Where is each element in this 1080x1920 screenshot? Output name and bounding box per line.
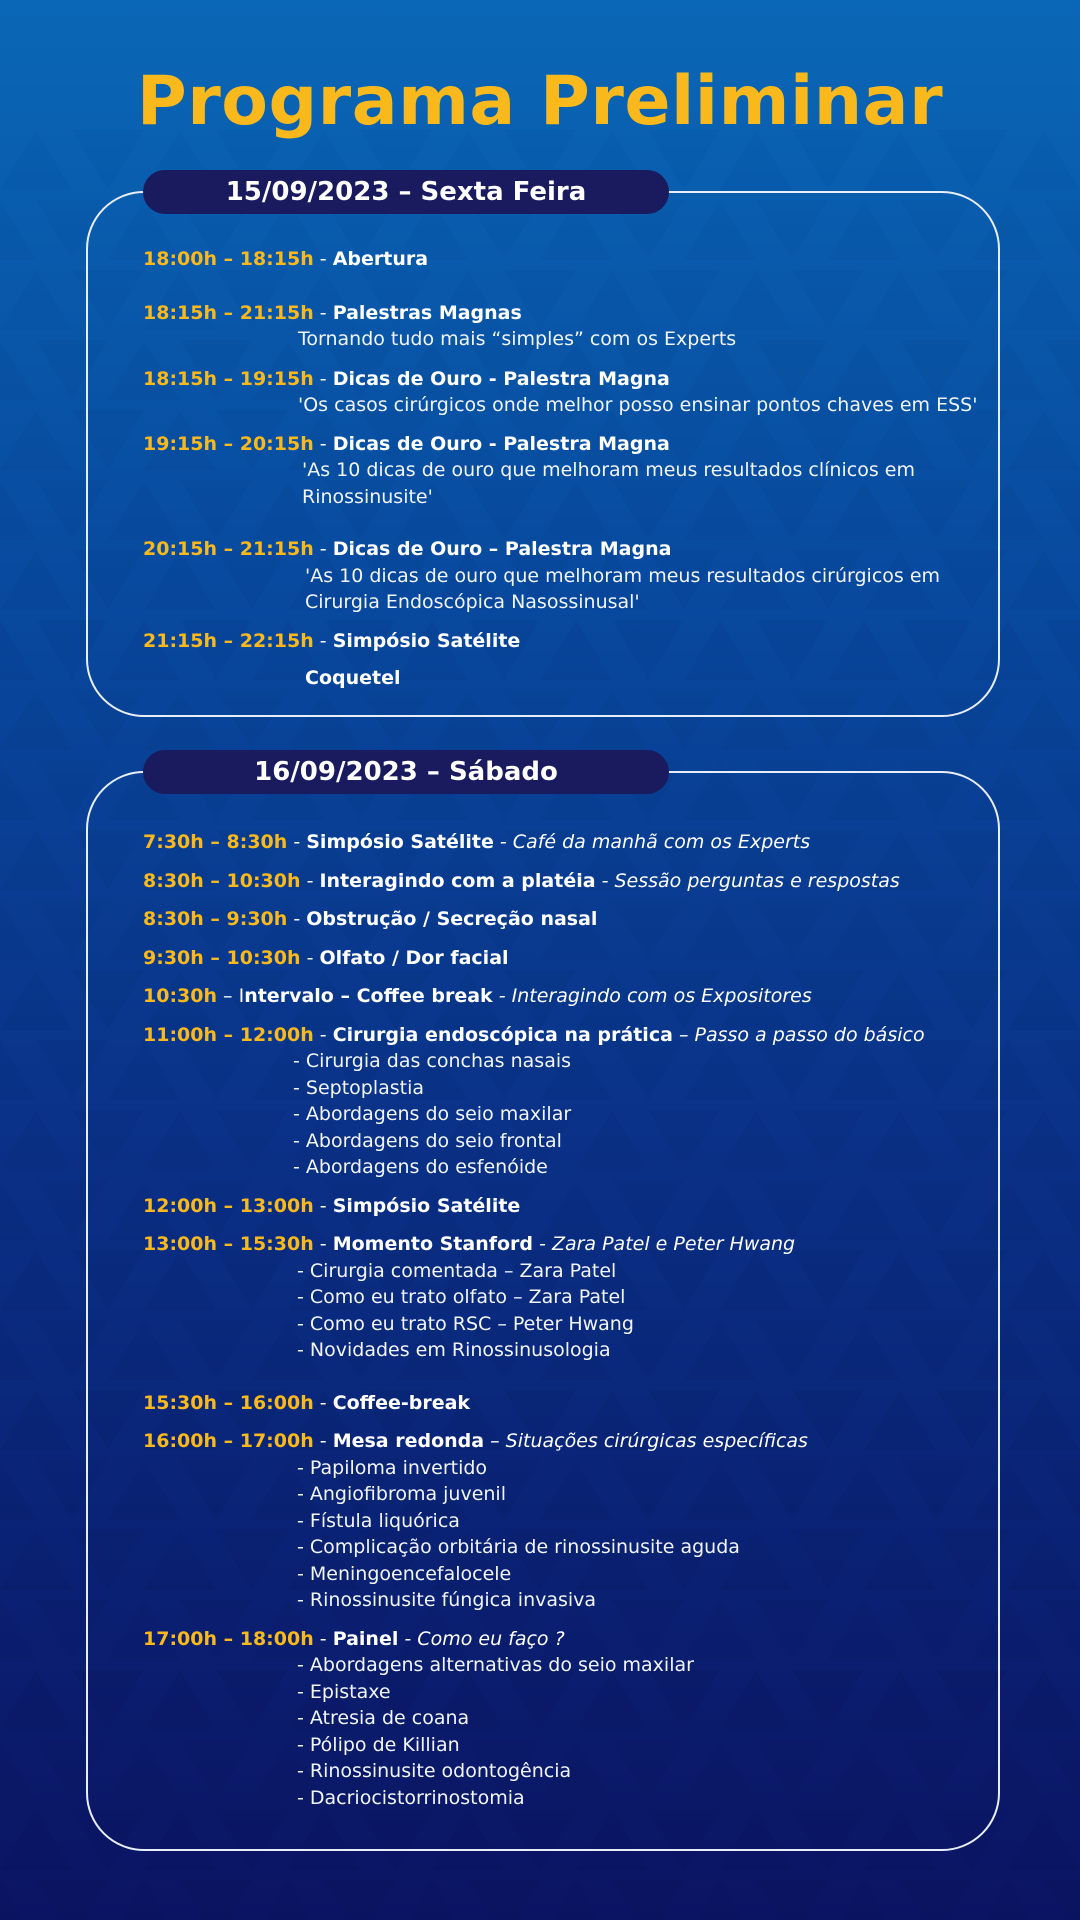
event-time: 15:30h – 16:00h: [143, 1391, 314, 1414]
event-name: Simpósio Satélite: [306, 831, 494, 853]
closing-item: Coquetel: [305, 667, 401, 689]
event-name: Momento Stanford: [332, 1233, 534, 1255]
event-name: Dicas de Ouro - Palestra Magna: [332, 367, 670, 390]
event-subitem: - Abordagens do seio maxilar: [293, 1103, 572, 1125]
event-name: Dicas de Ouro - Palestra Magna: [332, 432, 670, 455]
event-subitem: - Abordagens do seio frontal: [293, 1129, 562, 1152]
schedule-event: [143, 628, 1003, 655]
event-separator: – I: [217, 985, 245, 1007]
event-heading: [143, 868, 1003, 895]
schedule-friday: [143, 246, 1003, 692]
event-time: 9:30h – 10:30h: [143, 946, 301, 969]
event-heading: [143, 1626, 1003, 1653]
event-heading: [143, 366, 1003, 393]
event-separator: -: [313, 432, 333, 455]
event-subitem: - Dacriocistorrinostomia: [297, 1786, 525, 1809]
event-separator: -: [313, 1023, 333, 1046]
event-description: - Como eu faço ?: [398, 1627, 565, 1650]
event-name: ntervalo – Coffee break: [244, 985, 493, 1007]
event-description: - Zara Patel e Peter Hwang: [533, 1233, 796, 1255]
event-time: 18:00h – 18:15h: [143, 248, 314, 270]
event-name: Interagindo com a platéia: [319, 869, 596, 892]
event-name: Coffee-break: [332, 1391, 471, 1414]
schedule-event: [143, 536, 1003, 616]
event-description: - Interagindo com os Expositores: [492, 985, 812, 1007]
event-separator: -: [313, 538, 333, 560]
event-time: 8:30h – 9:30h: [143, 908, 288, 930]
schedule-event: [143, 1231, 1003, 1364]
event-heading: [143, 1428, 1003, 1455]
event-heading: [143, 1022, 1003, 1049]
event-separator: -: [300, 946, 320, 969]
event-name: Cirurgia endoscópica na prática: [332, 1023, 673, 1046]
event-description: - Café da manhã com os Experts: [493, 831, 811, 853]
event-subitem: - Abordagens do esfenóide: [293, 1156, 548, 1178]
event-separator: -: [287, 908, 307, 930]
day-label-friday: 15/09/2023 – Sexta Feira: [143, 170, 669, 214]
event-name: Simpósio Satélite: [332, 629, 521, 652]
schedule-event: [143, 1390, 1003, 1417]
event-heading: [143, 945, 1003, 972]
event-subitem: - Complicação orbitária de rinossinusite aguda: [297, 1536, 740, 1558]
event-heading: [143, 1390, 1003, 1417]
event-subitem: - Epistaxe: [297, 1680, 391, 1703]
event-time: 16:00h – 17:00h: [143, 1430, 314, 1452]
event-description: - Sessão perguntas e respostas: [595, 869, 900, 892]
event-time: 18:15h – 21:15h: [143, 301, 314, 324]
event-subitem: - Rinossinusite fúngica invasiva: [297, 1589, 597, 1611]
event-subitem: - Cirurgia comentada – Zara Patel: [297, 1259, 617, 1282]
schedule-event: [143, 431, 1003, 511]
schedule-event: [143, 1193, 1003, 1220]
event-heading: [143, 1193, 1003, 1220]
event-separator: -: [313, 1430, 333, 1452]
schedule-event: [143, 1428, 1003, 1614]
schedule-event: [143, 300, 1003, 353]
event-name: Mesa redonda: [332, 1430, 485, 1452]
event-time: 19:15h – 20:15h: [143, 432, 314, 455]
event-separator: -: [313, 1627, 333, 1650]
event-subitem: - Meningoencefalocele: [297, 1562, 512, 1585]
event-heading: [143, 1231, 1003, 1258]
event-separator: -: [287, 831, 307, 853]
event-subitem: - Cirurgia das conchas nasais: [293, 1050, 572, 1072]
event-time: 10:30h: [143, 985, 218, 1007]
event-subitem: Rinossinusite': [302, 485, 433, 508]
event-subitem: Cirurgia Endoscópica Nasossinusal': [305, 591, 640, 613]
event-separator: -: [313, 1391, 333, 1414]
event-subitem: 'As 10 dicas de ouro que melhoram meus resultados cirúrgicos em: [305, 564, 941, 587]
event-time: 18:15h – 19:15h: [143, 367, 314, 390]
event-heading: [143, 246, 1003, 273]
event-separator: -: [313, 301, 333, 324]
event-separator: -: [313, 367, 333, 390]
event-subitem: Tornando tudo mais “simples” com os Experts: [298, 328, 737, 350]
event-subitem: - Como eu trato RSC – Peter Hwang: [297, 1312, 634, 1335]
schedule-event: [143, 366, 1003, 419]
event-name: Dicas de Ouro – Palestra Magna: [332, 538, 672, 560]
event-separator: -: [313, 629, 333, 652]
event-subitem: - Septoplastia: [293, 1076, 425, 1099]
schedule-saturday: [143, 829, 1003, 1811]
event-time: 21:15h – 22:15h: [143, 629, 314, 652]
event-subitem: 'Os casos cirúrgicos onde melhor posso ensinar pontos chaves em ESS': [298, 394, 978, 416]
event-subitem: - Fístula liquórica: [297, 1509, 460, 1532]
event-time: 12:00h – 13:00h: [143, 1194, 314, 1217]
page-title: Programa Preliminar: [136, 62, 944, 141]
schedule-event: [143, 246, 1003, 273]
event-name: Simpósio Satélite: [332, 1194, 521, 1217]
event-heading: [143, 628, 1003, 655]
event-subitem: - Atresia de coana: [297, 1707, 470, 1729]
event-subitem: - Como eu trato olfato – Zara Patel: [297, 1286, 626, 1308]
event-name: Palestras Magnas: [332, 301, 522, 324]
event-heading: [143, 983, 1003, 1010]
event-subitem: - Papiloma invertido: [297, 1456, 488, 1479]
event-time: 7:30h – 8:30h: [143, 831, 288, 853]
event-subitem: - Novidades em Rinossinusologia: [297, 1339, 611, 1361]
event-heading: [143, 431, 1003, 458]
event-time: 13:00h – 15:30h: [143, 1233, 314, 1255]
event-separator: -: [313, 248, 333, 270]
event-name: Painel: [332, 1627, 399, 1650]
event-subitem: - Rinossinusite odontogência: [297, 1760, 572, 1782]
schedule-event: [143, 1626, 1003, 1812]
event-description: – Passo a passo do básico: [672, 1023, 925, 1046]
schedule-event: [143, 945, 1003, 972]
schedule-event: [143, 829, 1003, 856]
schedule-event: [143, 868, 1003, 895]
event-time: 8:30h – 10:30h: [143, 869, 301, 892]
event-time: 20:15h – 21:15h: [143, 538, 314, 560]
event-heading: [143, 300, 1003, 327]
event-name: Olfato / Dor facial: [319, 946, 509, 969]
schedule-event: [143, 906, 1003, 933]
schedule-event: [143, 1022, 1003, 1181]
event-heading: [143, 906, 1003, 933]
event-subitem: - Abordagens alternativas do seio maxilar: [297, 1654, 694, 1676]
event-description: – Situações cirúrgicas específicas: [484, 1430, 808, 1452]
event-subitem: - Pólipo de Killian: [297, 1733, 460, 1756]
event-separator: -: [313, 1194, 333, 1217]
event-separator: -: [313, 1233, 333, 1255]
event-time: 11:00h – 12:00h: [143, 1023, 314, 1046]
event-subitem: 'As 10 dicas de ouro que melhoram meus resultados clínicos em: [302, 459, 915, 481]
event-name: Abertura: [332, 248, 429, 270]
event-separator: -: [300, 869, 320, 892]
event-time: 17:00h – 18:00h: [143, 1627, 314, 1650]
schedule-event: [143, 983, 1003, 1010]
event-name: Obstrução / Secreção nasal: [306, 908, 598, 930]
event-heading: [143, 536, 1003, 563]
event-heading: [143, 829, 1003, 856]
event-subitem: - Angiofibroma juvenil: [297, 1483, 506, 1505]
day-label-saturday: 16/09/2023 – Sábado: [143, 750, 669, 794]
